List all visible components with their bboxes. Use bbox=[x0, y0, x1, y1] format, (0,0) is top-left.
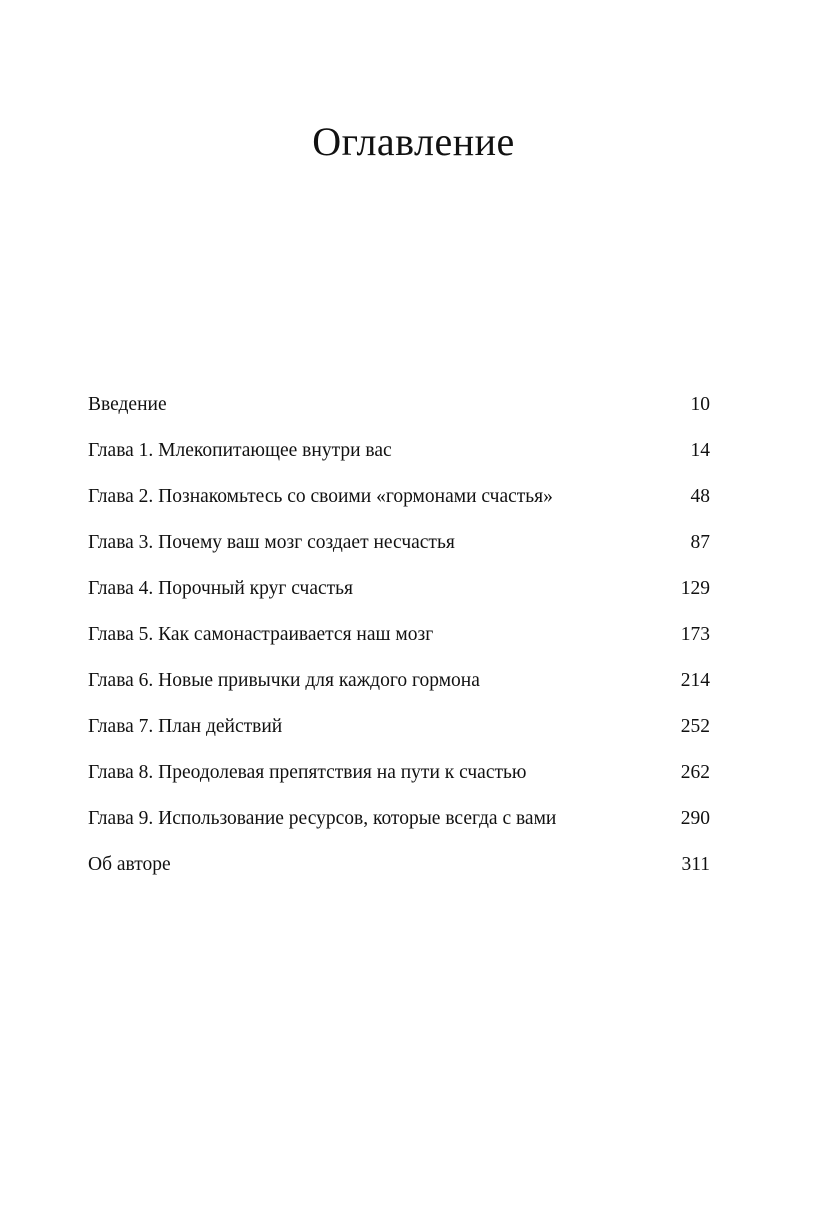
toc-entry-label: Глава 4. Порочный круг счастья bbox=[88, 578, 354, 599]
toc-entry[interactable] bbox=[88, 566, 710, 612]
toc-list bbox=[88, 382, 710, 888]
toc-leader-dots bbox=[177, 851, 665, 871]
toc-entry[interactable] bbox=[88, 796, 710, 842]
toc-entry[interactable] bbox=[88, 750, 710, 796]
toc-entry-label: Введение bbox=[88, 394, 167, 415]
toc-entry-label: Глава 7. План действий bbox=[88, 716, 283, 737]
toc-leader-dots bbox=[398, 437, 665, 457]
toc-entry-page: 311 bbox=[681, 854, 710, 875]
toc-entry[interactable] bbox=[88, 428, 710, 474]
toc-entry-page: 262 bbox=[680, 762, 710, 783]
toc-entry-page: 214 bbox=[680, 670, 710, 691]
toc-entry-page: 173 bbox=[680, 624, 710, 645]
toc-leader-dots bbox=[532, 759, 665, 779]
toc-entry-page: 87 bbox=[690, 532, 710, 553]
toc-entry[interactable] bbox=[88, 612, 710, 658]
toc-entry[interactable] bbox=[88, 704, 710, 750]
toc-leader-dots bbox=[486, 667, 665, 687]
toc-entry-label: Глава 9. Использование ресурсов, которые всегда с вами bbox=[88, 808, 557, 829]
toc-leader-dots bbox=[562, 805, 665, 825]
toc-leader-dots bbox=[359, 575, 665, 595]
toc-entry-page: 290 bbox=[680, 808, 710, 829]
toc-entry[interactable] bbox=[88, 474, 710, 520]
toc-leader-dots bbox=[461, 529, 665, 549]
toc-entry-label: Глава 5. Как самонастраивается наш мозг bbox=[88, 624, 434, 645]
toc-entry-label: Глава 3. Почему ваш мозг создает несчастья bbox=[88, 532, 455, 553]
toc-entry-page: 10 bbox=[690, 394, 710, 415]
toc-entry-label: Глава 1. Млекопитающее внутри вас bbox=[88, 440, 392, 461]
toc-entry-label: Об авторе bbox=[88, 854, 171, 875]
toc-entry-page: 14 bbox=[690, 440, 710, 461]
page-title: Оглавление bbox=[312, 119, 515, 164]
toc-entry-label: Глава 8. Преодолевая препятствия на пути к счастью bbox=[88, 762, 527, 783]
toc-entry-page: 252 bbox=[680, 716, 710, 737]
toc-leader-dots bbox=[173, 391, 665, 411]
toc-entry-page: 129 bbox=[680, 578, 710, 599]
toc-leader-dots bbox=[288, 713, 665, 733]
toc-entry[interactable] bbox=[88, 842, 710, 888]
toc-entry[interactable] bbox=[88, 658, 710, 704]
toc-entry[interactable] bbox=[88, 520, 710, 566]
toc-entry-label: Глава 6. Новые привычки для каждого гормона bbox=[88, 670, 480, 691]
toc-entry-label: Глава 2. Познакомьтесь со своими «гормонами счастья» bbox=[88, 486, 553, 507]
toc-leader-dots bbox=[559, 483, 665, 503]
toc-entry[interactable] bbox=[88, 382, 710, 428]
toc-leader-dots bbox=[439, 621, 665, 641]
toc-entry-page: 48 bbox=[690, 486, 710, 507]
